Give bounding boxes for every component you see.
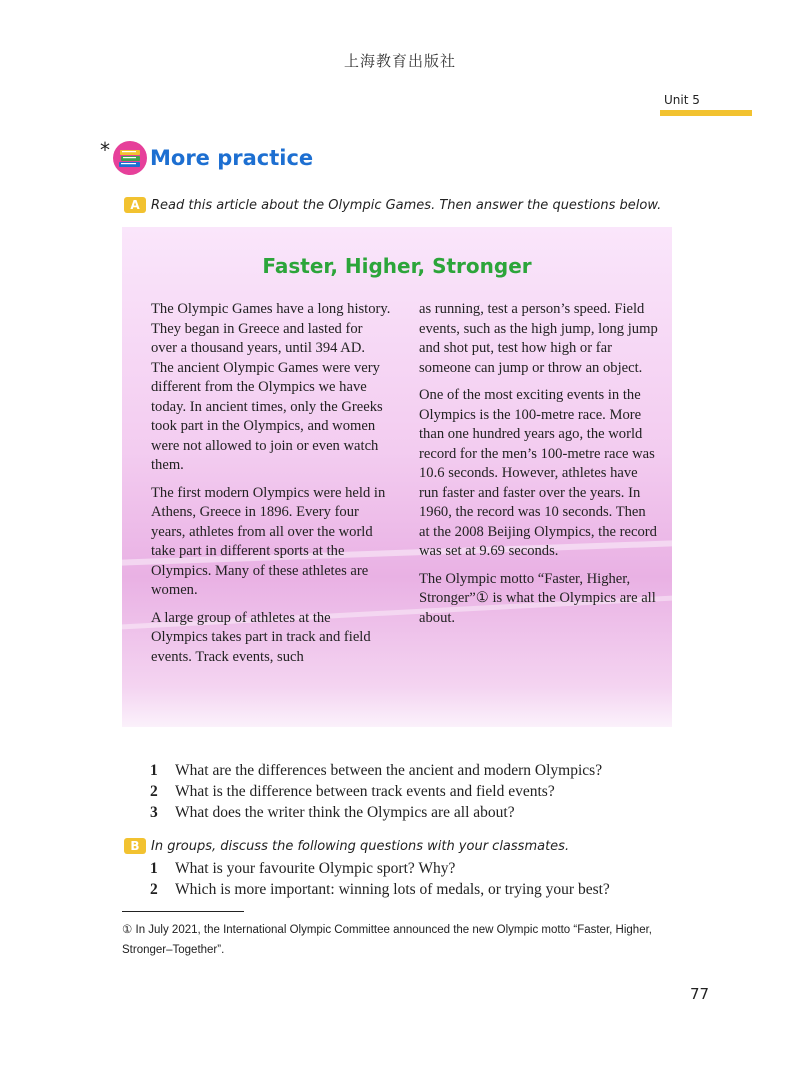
article-paragraph: The Olympic Games have a long history. They began in Greece and lasted for over a thousand years, until 394 AD. The ancient Olympic Games were very different from the Olympics we have today. In ancient times, only the Greeks took part in the Olympics, and women were not allowed to join or even watch them. bbox=[151, 301, 391, 473]
optional-marker: * bbox=[100, 138, 110, 162]
question-item bbox=[150, 781, 750, 802]
question-number: 1 bbox=[150, 762, 158, 779]
question-item bbox=[150, 879, 750, 900]
question-number: 2 bbox=[150, 783, 158, 800]
question-text: What does the writer think the Olympics are all about? bbox=[175, 804, 515, 821]
section-title: More practice bbox=[150, 146, 314, 170]
books-icon bbox=[112, 140, 148, 176]
unit-bar bbox=[660, 110, 752, 116]
question-number: 1 bbox=[150, 860, 158, 877]
part-b-instruction: In groups, discuss the following questions with your classmates. bbox=[151, 839, 570, 854]
question-item bbox=[150, 760, 750, 781]
footnote-divider bbox=[122, 911, 244, 912]
article-paragraph: The first modern Olympics were held in Athens, Greece in 1896. Every four years, athletes from all over the world take part in different sports at the Olympics. Many of these athletes are women. bbox=[151, 484, 386, 598]
footnote: ① In July 2021, the International Olympic Committee announced the new Olympic motto “Faster, Higher, Stronger–Together”. bbox=[122, 924, 652, 956]
question-item bbox=[150, 858, 750, 879]
question-text: What is your favourite Olympic sport? Why? bbox=[175, 860, 456, 877]
question-text: What are the differences between the ancient and modern Olympics? bbox=[175, 762, 603, 779]
article-paragraph: One of the most exciting events in the Olympics is the 100-metre race. More than one hundred years ago, the world record for the men’s 100-metre race was 10.6 seconds. However, athletes have run faster and faster over the years. In 1960, the record was 10 seconds. Then at the 2008 Beijing Olympics, the record was set at 9.69 seconds. bbox=[419, 387, 657, 559]
unit-label: Unit 5 bbox=[664, 93, 700, 107]
publisher-name: 上海教育出版社 bbox=[343, 52, 456, 70]
part-a-instruction: Read this article about the Olympic Games. Then answer the questions below. bbox=[151, 198, 662, 213]
article-left-column bbox=[151, 300, 391, 675]
question-text: What is the difference between track events and field events? bbox=[175, 783, 555, 800]
page-number: 77 bbox=[690, 985, 710, 1003]
article-paragraph: as running, test a person’s speed. Field events, such as the high jump, long jump and shot put, test how high or far someone can jump or throw an object. bbox=[419, 301, 658, 376]
question-number: 3 bbox=[150, 804, 158, 821]
part-b-questions bbox=[150, 858, 750, 900]
question-text: Which is more important: winning lots of medals, or trying your best? bbox=[175, 881, 610, 898]
part-b-badge: B bbox=[124, 838, 146, 854]
question-item bbox=[150, 802, 750, 823]
part-a-questions bbox=[150, 760, 750, 823]
question-number: 2 bbox=[150, 881, 158, 898]
article-title: Faster, Higher, Stronger bbox=[262, 254, 532, 278]
article-paragraph: The Olympic motto “Faster, Higher, Stronger”① is what the Olympics are all about. bbox=[419, 570, 656, 626]
article-right-column bbox=[419, 300, 659, 636]
part-a-badge: A bbox=[124, 197, 146, 213]
article-paragraph: A large group of athletes at the Olympics takes part in track and field events. Track events, such bbox=[151, 609, 371, 665]
